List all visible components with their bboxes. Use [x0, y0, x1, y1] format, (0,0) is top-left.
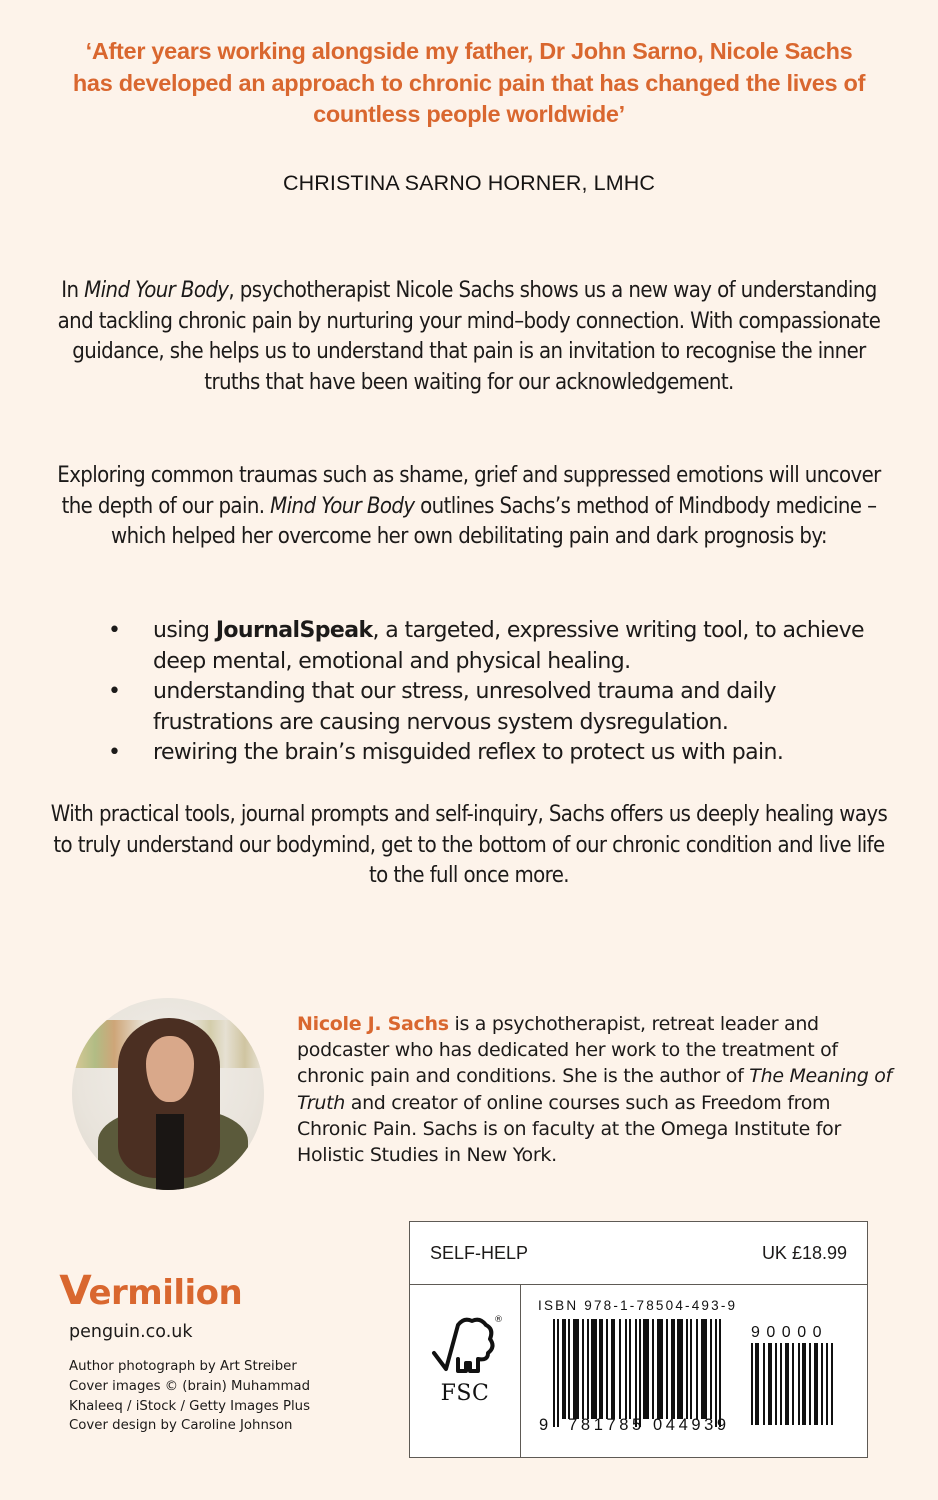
bullet-icon: • [108, 679, 121, 705]
list-item [108, 677, 888, 738]
author-name: Nicole J. Sachs [297, 1013, 449, 1035]
barcode-row [410, 1285, 867, 1457]
isbn-barcode [521, 1285, 867, 1457]
method-bullet-list [108, 616, 888, 769]
quote-line: countless people worldwide’ [313, 101, 625, 127]
text: outlines Sachs’s method of Mindbody medicine – which helped her overcome her own debilitating pain and dark prognosis by: [111, 493, 877, 550]
credit-line: Cover design by Caroline Johnson [69, 1418, 293, 1434]
text: and creator of online courses such as Freedom from Chronic Pain. Sachs is on faculty at the Omega Institute for Holistic Studies in New York. [297, 1091, 841, 1167]
blurb-paragraph-3: With practical tools, journal prompts and self-inquiry, Sachs offers us deeply healing ways to truly understand our bodymind, get to the bottom of our chronic condition and live life to the full once more. [50, 802, 888, 889]
text: In [61, 278, 85, 303]
blurb-paragraph-1 [50, 276, 888, 398]
quote-attribution: CHRISTINA SARNO HORNER, LMHC [283, 171, 655, 195]
isbn-label: ISBN 978-1-78504-493-9 [538, 1298, 738, 1313]
author-photo [72, 998, 264, 1190]
blurb-paragraph-2 [50, 461, 888, 553]
text: using [153, 618, 216, 643]
quote-line: ‘After years working alongside my father, Dr John Sarno, Nicole Sachs [85, 38, 853, 64]
quote-line: has developed an approach to chronic pain that has changed the lives of [72, 69, 866, 96]
ean-left-digits: 781785 [568, 1416, 645, 1434]
logo-text: ermilion [88, 1273, 243, 1313]
list-item [108, 616, 888, 677]
text: , a targeted, expressive writing tool, to achieve deep mental, emotional and physical healing. [153, 618, 864, 674]
text: understanding that our stress, unresolved trauma and daily frustrations are causing nervous system dysregulation. [153, 679, 776, 735]
endorsement-quote [40, 36, 898, 131]
addon-barcode-icon [751, 1343, 836, 1425]
text: is a psychotherapist, retreat leader and podcaster who has dedicated her work to the treatment of chronic pain and conditions. She is the author of [297, 1013, 838, 1088]
fsc-tree-check-icon [430, 1315, 500, 1383]
vermilion-logo [60, 1268, 242, 1314]
book-title: Mind Your Body [270, 493, 415, 519]
shirt-shape [156, 1114, 184, 1190]
logo-v: V [59, 1268, 92, 1314]
bullet-icon: • [108, 618, 121, 643]
ean-first-digit: 9 [539, 1416, 552, 1434]
publisher-website[interactable]: penguin.co.uk [69, 1322, 193, 1342]
category-label: SELF-HELP [430, 1242, 529, 1263]
addon-number: 90000 [751, 1324, 828, 1341]
fsc-label: FSC [440, 1381, 490, 1406]
book-title: The Meaning of Truth [297, 1065, 892, 1114]
ean-right-digits: 044939 [653, 1416, 730, 1434]
category-price-row [410, 1222, 867, 1285]
list-item [108, 738, 888, 769]
fsc-logo [410, 1285, 521, 1457]
ean-digits [539, 1416, 730, 1435]
price-label: UK £18.99 [761, 1242, 847, 1263]
author-bio [297, 1011, 897, 1168]
cover-credits [69, 1357, 369, 1436]
ean-barcode-icon [553, 1319, 728, 1427]
price-barcode-box [409, 1221, 868, 1458]
credit-line: Author photograph by Art Streiber [69, 1359, 297, 1374]
bullet-icon: • [108, 740, 121, 766]
credit-line: Cover images © (brain) Muhammad [69, 1378, 311, 1394]
registered-mark: ® [494, 1315, 503, 1325]
book-title: Mind Your Body [84, 278, 229, 303]
credit-line: Khaleeq / iStock / Getty Images Plus [69, 1398, 311, 1414]
text: , psychotherapist Nicole Sachs shows us a new way of understanding and tackling chronic pain by nurturing your mind–body connection. With compassionate guidance, she helps us to understand that pain is an invitation to recognise the inner truths that have been waiting for our acknowledgement. [57, 278, 881, 395]
text: Exploring common traumas such as shame, grief and suppressed emotions will uncover the depth of our pain. [57, 463, 881, 519]
text: rewiring the brain’s misguided reflex to protect us with pain. [153, 740, 784, 766]
journalspeak-term: JournalSpeak [215, 618, 373, 643]
